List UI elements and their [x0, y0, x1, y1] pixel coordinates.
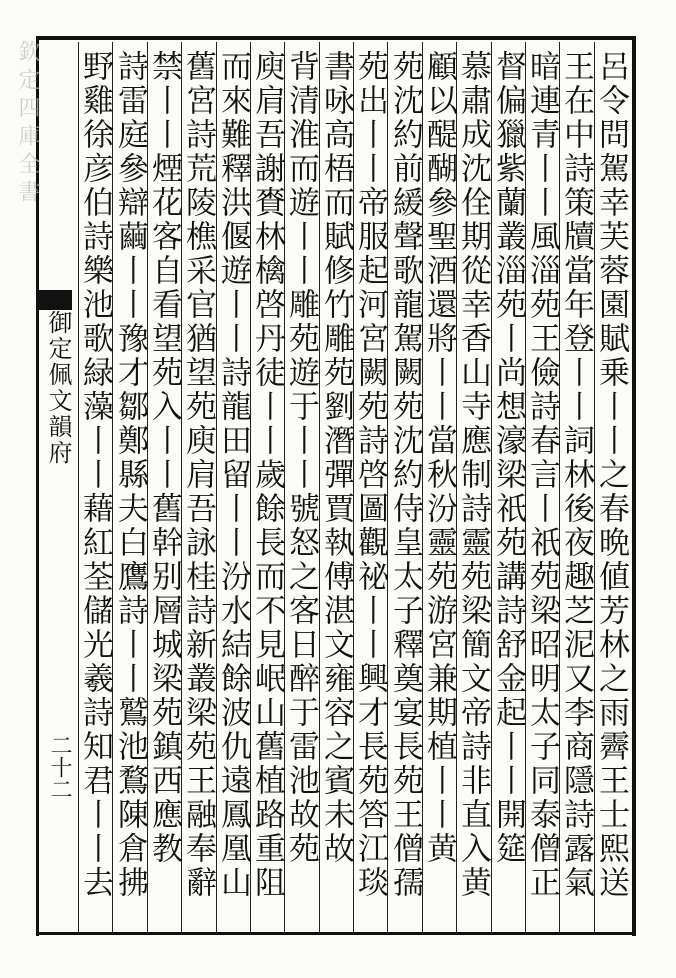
frame-bottom-border	[36, 932, 636, 935]
folio-number: 二十二	[47, 734, 72, 800]
text-column: 呂令問駕幸芙蓉園賦乗丨丨之春晩値芳林之雨霽王士熙送	[593, 50, 629, 900]
margin-book-title: 御定佩文韻府	[44, 310, 72, 466]
text-column: 王在中詩策牘當年登丨丨詞林後夜趣芝泥又李商隱詩露氣	[558, 50, 594, 900]
frame-right-border	[632, 36, 636, 936]
text-column: 慕肅成沈佺期從幸香山寺應制詩靈苑梁簡文帝詩非直入黄	[455, 50, 491, 900]
text-column: 顧以醍醐參聖酒還將丨丨當秋汾靈苑游宮兼期植丨丨黄	[421, 50, 457, 866]
margin-book-series-title: 欽定四庫全書	[15, 40, 40, 208]
text-column: 野雞徐彦伯詩樂池歌緑藻丨丨藉紅荃儲光羲詩知君丨丨去	[77, 50, 113, 900]
text-column: 苑沈約前緩聲歌龍駕闕苑沈約侍皇太子釋奠宴長苑王僧孺	[387, 50, 423, 900]
text-column: 詩雷庭參辯繭丨丨豫才鄒鄭縣夫白鷹詩丨丨鷲池鶩陳倉拂	[112, 50, 148, 900]
text-column: 督偏獵紫蘭叢淄苑丨尚想濠梁祇苑講詩舒金起丨丨開筵	[490, 50, 526, 866]
frame-top-border	[36, 36, 636, 40]
text-column: 舊宮詩荒陵樵采官猶望苑庾肩吾詠桂詩新叢梁苑王融奉辭	[180, 50, 216, 900]
text-column: 書咏高梧而賦修竹雕苑劉潛彈賈執傅湛文雍容之賓未故	[318, 50, 354, 866]
text-column: 暗連青丨丨風淄苑王儉詩春言丨祇苑梁昭明太子同泰僧正	[524, 50, 560, 900]
fishtail-mark	[36, 290, 72, 310]
text-column: 禁丨丨煙花客自看望苑入丨丨舊幹别層城梁苑鎮西應教	[146, 50, 182, 866]
text-column: 庾肩吾謝賚林檎啓丹徒丨丨歲餘長而不見岷山舊植路重阻	[249, 50, 285, 900]
text-column: 而來難釋洪偃遊丨丨詩龍田留丨丨汾水結餘波仇遠鳳凰山	[215, 50, 251, 900]
text-column: 苑出丨丨帝服起河宮闕苑詩啓圖觀祕丨丨興才長苑答江琰	[352, 50, 388, 900]
text-column: 背清淮而遊丨丨雕苑遊于丨丨號怒之客日醉于雷池故苑	[283, 50, 319, 866]
